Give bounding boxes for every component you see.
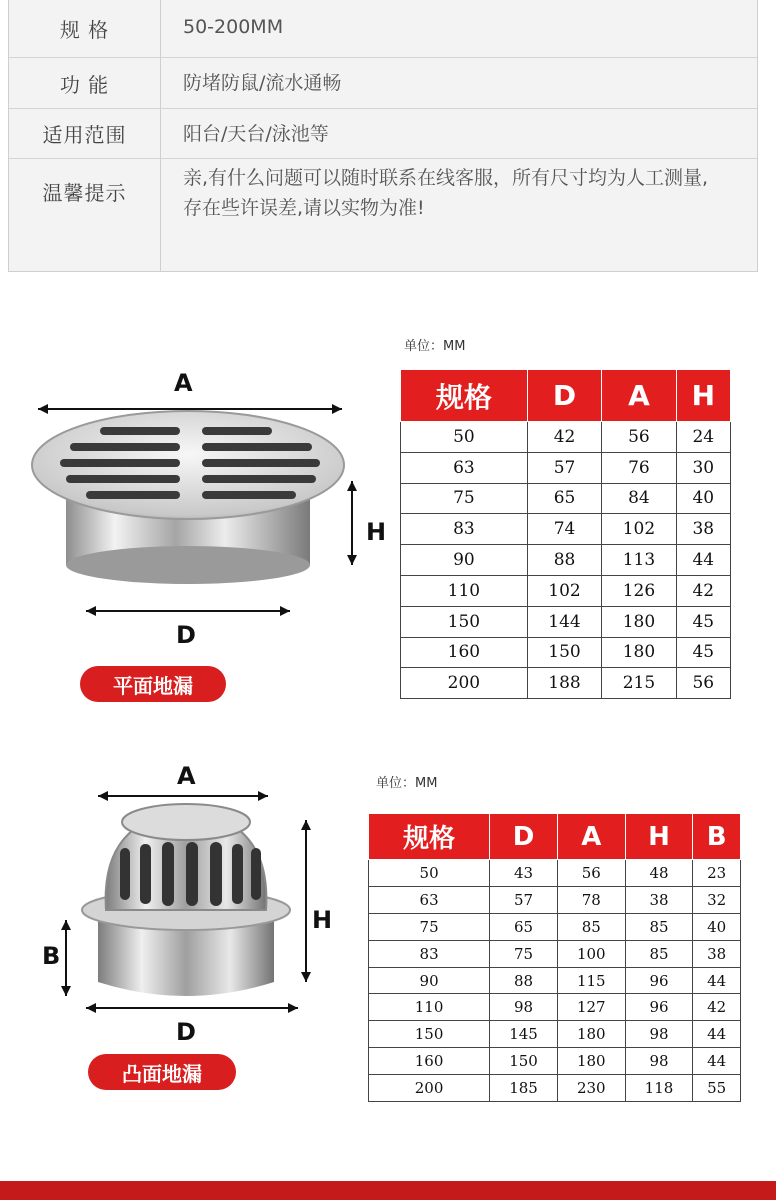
table-cell: 42: [676, 575, 730, 606]
table-cell: 145: [490, 1021, 558, 1048]
flat-drain-badge: 平面地漏: [80, 666, 226, 702]
table-cell: 65: [490, 913, 558, 940]
spec-value: 亲,有什么问题可以随时联系在线客服，所有尺寸均为人工测量,存在些许误差,请以实物为准!: [183, 167, 709, 219]
table-cell: 96: [625, 994, 693, 1021]
table-cell: 76: [602, 452, 676, 483]
column-header: A: [557, 814, 625, 860]
table-cell: 160: [401, 637, 528, 668]
table-cell: 32: [693, 886, 741, 913]
table-cell: 63: [401, 452, 528, 483]
column-header: H: [625, 814, 693, 860]
spec-value: 防堵防鼠/流水通畅: [183, 72, 342, 94]
dim-label-h: H: [312, 906, 333, 934]
table-cell: 56: [602, 422, 676, 453]
table-cell: 118: [625, 1075, 693, 1102]
column-header: H: [676, 370, 730, 422]
table-cell: 85: [625, 913, 693, 940]
spec-key: 规 格: [9, 0, 161, 57]
spec-value: 50-200MM: [183, 16, 284, 38]
table-header-row: [401, 370, 731, 422]
table-cell: 57: [527, 452, 601, 483]
table-cell: 65: [527, 483, 601, 514]
table-cell: 110: [369, 994, 490, 1021]
spec-key: 温馨提示: [9, 159, 161, 272]
table-cell: 74: [527, 514, 601, 545]
flat-drain-size-table: [400, 369, 731, 699]
table-cell: 90: [369, 967, 490, 994]
table-cell: 185: [490, 1075, 558, 1102]
table-cell: 55: [693, 1075, 741, 1102]
table-cell: 188: [527, 668, 601, 699]
dim-label-b: B: [42, 942, 61, 970]
table-cell: 83: [401, 514, 528, 545]
table-cell: 215: [602, 668, 676, 699]
table-cell: 75: [369, 913, 490, 940]
dome-drain-size-table: [368, 813, 741, 1102]
spec-value: 阳台/天台/泳池等: [183, 123, 329, 145]
table-cell: 57: [490, 886, 558, 913]
table-cell: 78: [557, 886, 625, 913]
spec-table: [8, 0, 758, 272]
table-row: [401, 606, 731, 637]
table-cell: 24: [676, 422, 730, 453]
table-row: [401, 422, 731, 453]
column-header: D: [527, 370, 601, 422]
table-cell: 50: [369, 860, 490, 887]
dim-label-h: H: [366, 518, 387, 546]
column-header: B: [693, 814, 741, 860]
table-cell: 110: [401, 575, 528, 606]
table-cell: 40: [676, 483, 730, 514]
table-cell: 98: [625, 1021, 693, 1048]
table-cell: 113: [602, 545, 676, 576]
table-cell: 43: [490, 860, 558, 887]
flat-drain-illustration: [30, 365, 390, 649]
spec-key: 适用范围: [9, 109, 161, 158]
table-cell: 85: [625, 940, 693, 967]
table-cell: 23: [693, 860, 741, 887]
table-cell: 38: [625, 886, 693, 913]
table-cell: 48: [625, 860, 693, 887]
table-cell: 38: [693, 940, 741, 967]
table-cell: 127: [557, 994, 625, 1021]
dome-drain-illustration: [40, 760, 350, 1050]
table-row: [401, 668, 731, 699]
table-row: [401, 545, 731, 576]
table-cell: 88: [490, 967, 558, 994]
table-cell: 200: [369, 1075, 490, 1102]
table-cell: 150: [527, 637, 601, 668]
table-row: [401, 575, 731, 606]
table-cell: 98: [490, 994, 558, 1021]
table-cell: 144: [527, 606, 601, 637]
spec-key: 功 能: [9, 58, 161, 108]
dim-label-d: D: [176, 621, 196, 649]
table-row: [401, 637, 731, 668]
table-cell: 150: [369, 1021, 490, 1048]
table-cell: 44: [693, 1021, 741, 1048]
unit-label: 单位：MM: [376, 776, 438, 791]
table-cell: 40: [693, 913, 741, 940]
table-cell: 45: [676, 637, 730, 668]
table-cell: 96: [625, 967, 693, 994]
table-cell: 200: [401, 668, 528, 699]
table-cell: 45: [676, 606, 730, 637]
dome-drain-badge: 凸面地漏: [88, 1054, 236, 1090]
column-header: A: [602, 370, 676, 422]
table-cell: 102: [527, 575, 601, 606]
table-cell: 56: [557, 860, 625, 887]
table-header-row: [369, 814, 741, 860]
table-cell: 75: [490, 940, 558, 967]
table-cell: 42: [527, 422, 601, 453]
table-cell: 85: [557, 913, 625, 940]
table-cell: 150: [490, 1048, 558, 1075]
table-cell: 44: [693, 1048, 741, 1075]
table-cell: 98: [625, 1048, 693, 1075]
table-cell: 38: [676, 514, 730, 545]
table-cell: 160: [369, 1048, 490, 1075]
table-cell: 102: [602, 514, 676, 545]
dim-label-a: A: [177, 762, 196, 790]
table-cell: 42: [693, 994, 741, 1021]
table-cell: 180: [602, 606, 676, 637]
unit-label: 单位：MM: [404, 339, 466, 354]
table-cell: 44: [676, 545, 730, 576]
table-cell: 126: [602, 575, 676, 606]
table-cell: 63: [369, 886, 490, 913]
spec-row-function: [9, 58, 757, 109]
dim-label-a: A: [174, 369, 193, 397]
table-row: [369, 994, 741, 1021]
column-header: 规格: [401, 370, 528, 422]
table-cell: 56: [676, 668, 730, 699]
table-row: [369, 1048, 741, 1075]
table-cell: 180: [602, 637, 676, 668]
table-row: [401, 483, 731, 514]
table-cell: 150: [401, 606, 528, 637]
table-cell: 75: [401, 483, 528, 514]
table-cell: 44: [693, 967, 741, 994]
spec-row-tips: [9, 159, 757, 272]
table-cell: 50: [401, 422, 528, 453]
column-header: 规格: [369, 814, 490, 860]
dim-label-d: D: [176, 1018, 196, 1046]
table-row: [369, 1075, 741, 1102]
table-row: [369, 913, 741, 940]
table-row: [401, 452, 731, 483]
table-row: [401, 514, 731, 545]
table-cell: 230: [557, 1075, 625, 1102]
table-row: [369, 860, 741, 887]
table-cell: 88: [527, 545, 601, 576]
table-cell: 83: [369, 940, 490, 967]
table-row: [369, 1021, 741, 1048]
table-cell: 115: [557, 967, 625, 994]
table-row: [369, 940, 741, 967]
table-cell: 84: [602, 483, 676, 514]
table-row: [369, 967, 741, 994]
spec-row-size: [9, 0, 757, 58]
table-cell: 180: [557, 1021, 625, 1048]
table-row: [369, 886, 741, 913]
table-cell: 90: [401, 545, 528, 576]
footer-bar: [0, 1181, 776, 1200]
spec-row-usage: [9, 109, 757, 159]
column-header: D: [490, 814, 558, 860]
table-cell: 180: [557, 1048, 625, 1075]
table-cell: 100: [557, 940, 625, 967]
table-cell: 30: [676, 452, 730, 483]
